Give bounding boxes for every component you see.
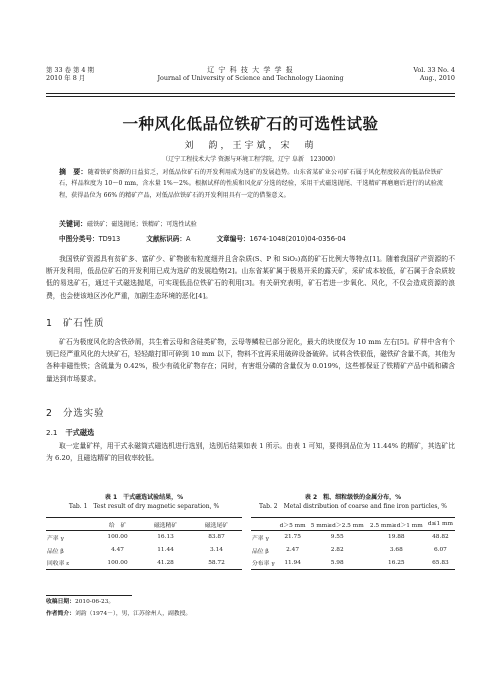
author-affiliation: （辽宁工程技术大学 资源与环境工程学院，辽宁 阜新 123000） bbox=[162, 156, 339, 163]
article-no-value: 1674-1048(2010)04-0356-04 bbox=[249, 235, 346, 243]
table1-header-cell: 给 矿 bbox=[95, 518, 140, 531]
table2-header-cell: 5 mm≥d＞2.5 mm bbox=[308, 518, 367, 531]
table2-row-label: 品位 β bbox=[252, 548, 269, 555]
table1-cell: 58.72 bbox=[191, 557, 242, 570]
section1-paragraph: 矿石为极度风化的含铁砂屑，共生着云母和含硅类矿物，云母等鳞粒已部分泥化，最大的块度仅为 10 mm 左右[5]。矿样中含有个别已经严重风化的大块矿石，轻轻敲打即可碎到 10 mm 以下，物料不宜再采用破碎设备破碎。试料含铁很低，磁铁矿含量不高，其他为各种非磁性铁；含硫量为 0.42%，极少有硫化矿物存在；同时，有害组分磷的含量仅为 0.019%，这些都保证了铁精矿产品中硫和磷含量达到市场要求。 bbox=[46, 338, 455, 383]
header-right bbox=[413, 66, 455, 82]
received-label: 收稿日期： bbox=[46, 599, 75, 605]
clc-value: TD913 bbox=[98, 235, 121, 243]
received-date: 2010-06-23。 bbox=[75, 599, 115, 605]
keywords-text: 磁铁矿；磁选抛尾；铁精矿；可选性试验 bbox=[87, 221, 197, 228]
table1-cell: 16.13 bbox=[157, 534, 174, 541]
section-heading-1 bbox=[46, 315, 104, 329]
table1-caption-zh: 表 1 干式磁选试验结果，% bbox=[104, 494, 184, 501]
table2-cell: 6.07 bbox=[433, 547, 447, 553]
table1-caption bbox=[46, 493, 242, 511]
table-row bbox=[251, 544, 455, 557]
table1-row-label: 产率 γ bbox=[47, 535, 64, 542]
table2-cell: 16.25 bbox=[367, 557, 426, 570]
abstract-text: 随着铁矿资源的日益贫乏，对低品位矿石的开发利用成为选矿的发展趋势。山东省某矿业公司矿石属于风化程度较高的低品位铁矿石，样品粒度为 10～0 mm，含水量 1%～2%。根据试样的性质和风化矿分选的经验，采用干式磁选抛尾、干选精矿再磨磨后进行的试验流程，获得品位为 66% 的精矿产品，对低品位铁矿石的开发利用具有一定的借鉴意义。 bbox=[59, 169, 444, 199]
table2-cell: 21.75 bbox=[284, 534, 301, 541]
classification-line bbox=[59, 233, 443, 243]
paper-title: 一种风化低品位铁矿石的可选性试验 bbox=[122, 115, 379, 133]
date-zh: 2010 年 8 月 bbox=[46, 74, 86, 82]
subsection-heading-2-1 bbox=[46, 428, 94, 438]
footnote-rule bbox=[46, 595, 132, 596]
table1-header-cell: 磁选尾矿 bbox=[191, 518, 242, 531]
section-number: 2 bbox=[46, 408, 53, 419]
table2-row-label: 分布率 γ bbox=[251, 557, 278, 570]
table1-cell: 100.00 bbox=[107, 534, 128, 541]
abstract-label: 摘 要： bbox=[59, 168, 88, 176]
table-row bbox=[46, 557, 242, 570]
table2-caption bbox=[251, 493, 455, 511]
journal-name-en: Journal of University of Science and Technology Liaoning bbox=[157, 74, 344, 82]
table2-header-cell: d＞5 mm bbox=[278, 518, 308, 531]
table2-header-cell: d≤1 mm bbox=[426, 518, 455, 531]
section2-1-paragraph: 取一定量矿样，用干式永磁筒式磁选机进行选别，选别后结果如表 1 所示。由表 1 可知，要得到品位为 11.44% 的精矿，其选矿比为 6.20，且磁选精矿的回收率较低。 bbox=[46, 442, 455, 463]
table-row bbox=[46, 544, 242, 557]
table1-cell: 100.00 bbox=[95, 557, 140, 570]
table1-cell: 11.44 bbox=[157, 547, 174, 553]
footnote-received bbox=[46, 598, 114, 607]
date-en: Aug., 2010 bbox=[419, 74, 455, 82]
table1-cell: 4.47 bbox=[111, 547, 124, 553]
table2-header-cell: 2.5 mm≥d＞1 mm bbox=[367, 518, 426, 531]
table2-row-label: 产率 γ bbox=[252, 535, 269, 542]
header-rule-thick bbox=[46, 93, 455, 94]
table2-cell: 9.55 bbox=[330, 534, 344, 541]
section-title: 矿石性质 bbox=[62, 318, 105, 329]
table1-cell: 3.14 bbox=[210, 547, 223, 553]
table2-cell: 5.98 bbox=[308, 557, 367, 570]
table1-cell: 83.87 bbox=[208, 534, 225, 541]
author-bio-label: 作者简介： bbox=[46, 611, 75, 617]
running-header bbox=[46, 66, 455, 92]
section-number: 1 bbox=[46, 318, 53, 329]
table1-header-cell bbox=[46, 518, 95, 531]
volume-en: Vol. 33 No. 4 bbox=[413, 66, 455, 74]
table2-cell: 2.82 bbox=[330, 547, 344, 553]
intro-paragraph: 我国铁矿资源具有贫矿多、富矿少、矿物嵌布粒度细并且含杂质(S、P 和 SiO₂)高的矿石比例大等特点[1]。随着我国矿产资源的不断开发利用，低品位矿石的开发利用已成为选矿的发展趋势[2]。山东省某矿属于极易开采的露天矿，采矿成本较低，矿石属于含杂质较低的易选矿石，通过干式磁选抛尾，可实现低品位铁矿石的利用[3]。有关研究表明，矿石若进一步氧化、风化，不仅会造成资源的浪费，也会使该地区沙化严重，加剧生态环境的恶化[4]。 bbox=[46, 255, 455, 300]
table1-row-label: 品位 β bbox=[47, 548, 64, 555]
doc-code-value: A bbox=[185, 235, 191, 243]
journal-name-zh: 辽 宁 科 技 大 学 学 报 bbox=[207, 66, 294, 74]
table2-cell: 3.68 bbox=[389, 547, 403, 553]
clc-label: 中图分类号： bbox=[59, 235, 99, 243]
table1-cell: 41.28 bbox=[140, 557, 191, 570]
table2-cell: 19.88 bbox=[388, 534, 405, 541]
footnote-author bbox=[46, 610, 191, 619]
table1-caption-en: Tab. 1 Test result of dry magnetic separation, % bbox=[68, 503, 220, 510]
table2-caption-zh: 表 2 粗、细粒级铁的金属分布，% bbox=[304, 494, 402, 501]
subsection-title: 干式磁选 bbox=[65, 428, 95, 437]
keywords bbox=[59, 219, 443, 229]
abstract bbox=[59, 167, 443, 201]
table2-header-cell bbox=[251, 518, 278, 531]
table-row bbox=[46, 531, 242, 544]
table1-header-row bbox=[46, 518, 242, 531]
paper-authors: 刘 韵，王宇斌，宋 萌 bbox=[184, 141, 317, 151]
table2-caption-en: Tab. 2 Metal distribution of coarse and fine iron particles, % bbox=[259, 503, 447, 510]
header-rule-thin bbox=[46, 96, 455, 97]
section-title: 分选实验 bbox=[62, 408, 105, 419]
table1-row-label: 回收率 ε bbox=[46, 557, 95, 570]
keywords-label: 关键词： bbox=[59, 220, 87, 228]
author-bio: 刘韵（1974－），男，江苏徐州人，副教授。 bbox=[75, 611, 192, 617]
table2-cell: 48.82 bbox=[432, 534, 449, 541]
subsection-number: 2.1 bbox=[46, 428, 58, 437]
table-row bbox=[251, 557, 455, 570]
doc-code-label: 文献标识码： bbox=[146, 235, 186, 243]
section-heading-2 bbox=[46, 405, 104, 419]
table1-header-cell: 磁选精矿 bbox=[140, 518, 191, 531]
table2-cell: 11.94 bbox=[278, 557, 308, 570]
header-center bbox=[46, 66, 455, 82]
table-row bbox=[251, 531, 455, 544]
table2-header-row bbox=[251, 518, 455, 531]
volume-zh: 第 33 卷 第 4 期 bbox=[46, 66, 94, 74]
table2-cell: 65.83 bbox=[426, 557, 455, 570]
table2-cell: 2.47 bbox=[286, 547, 300, 553]
table2 bbox=[251, 517, 455, 570]
article-no-label: 文章编号： bbox=[216, 235, 250, 243]
table1 bbox=[46, 517, 242, 570]
